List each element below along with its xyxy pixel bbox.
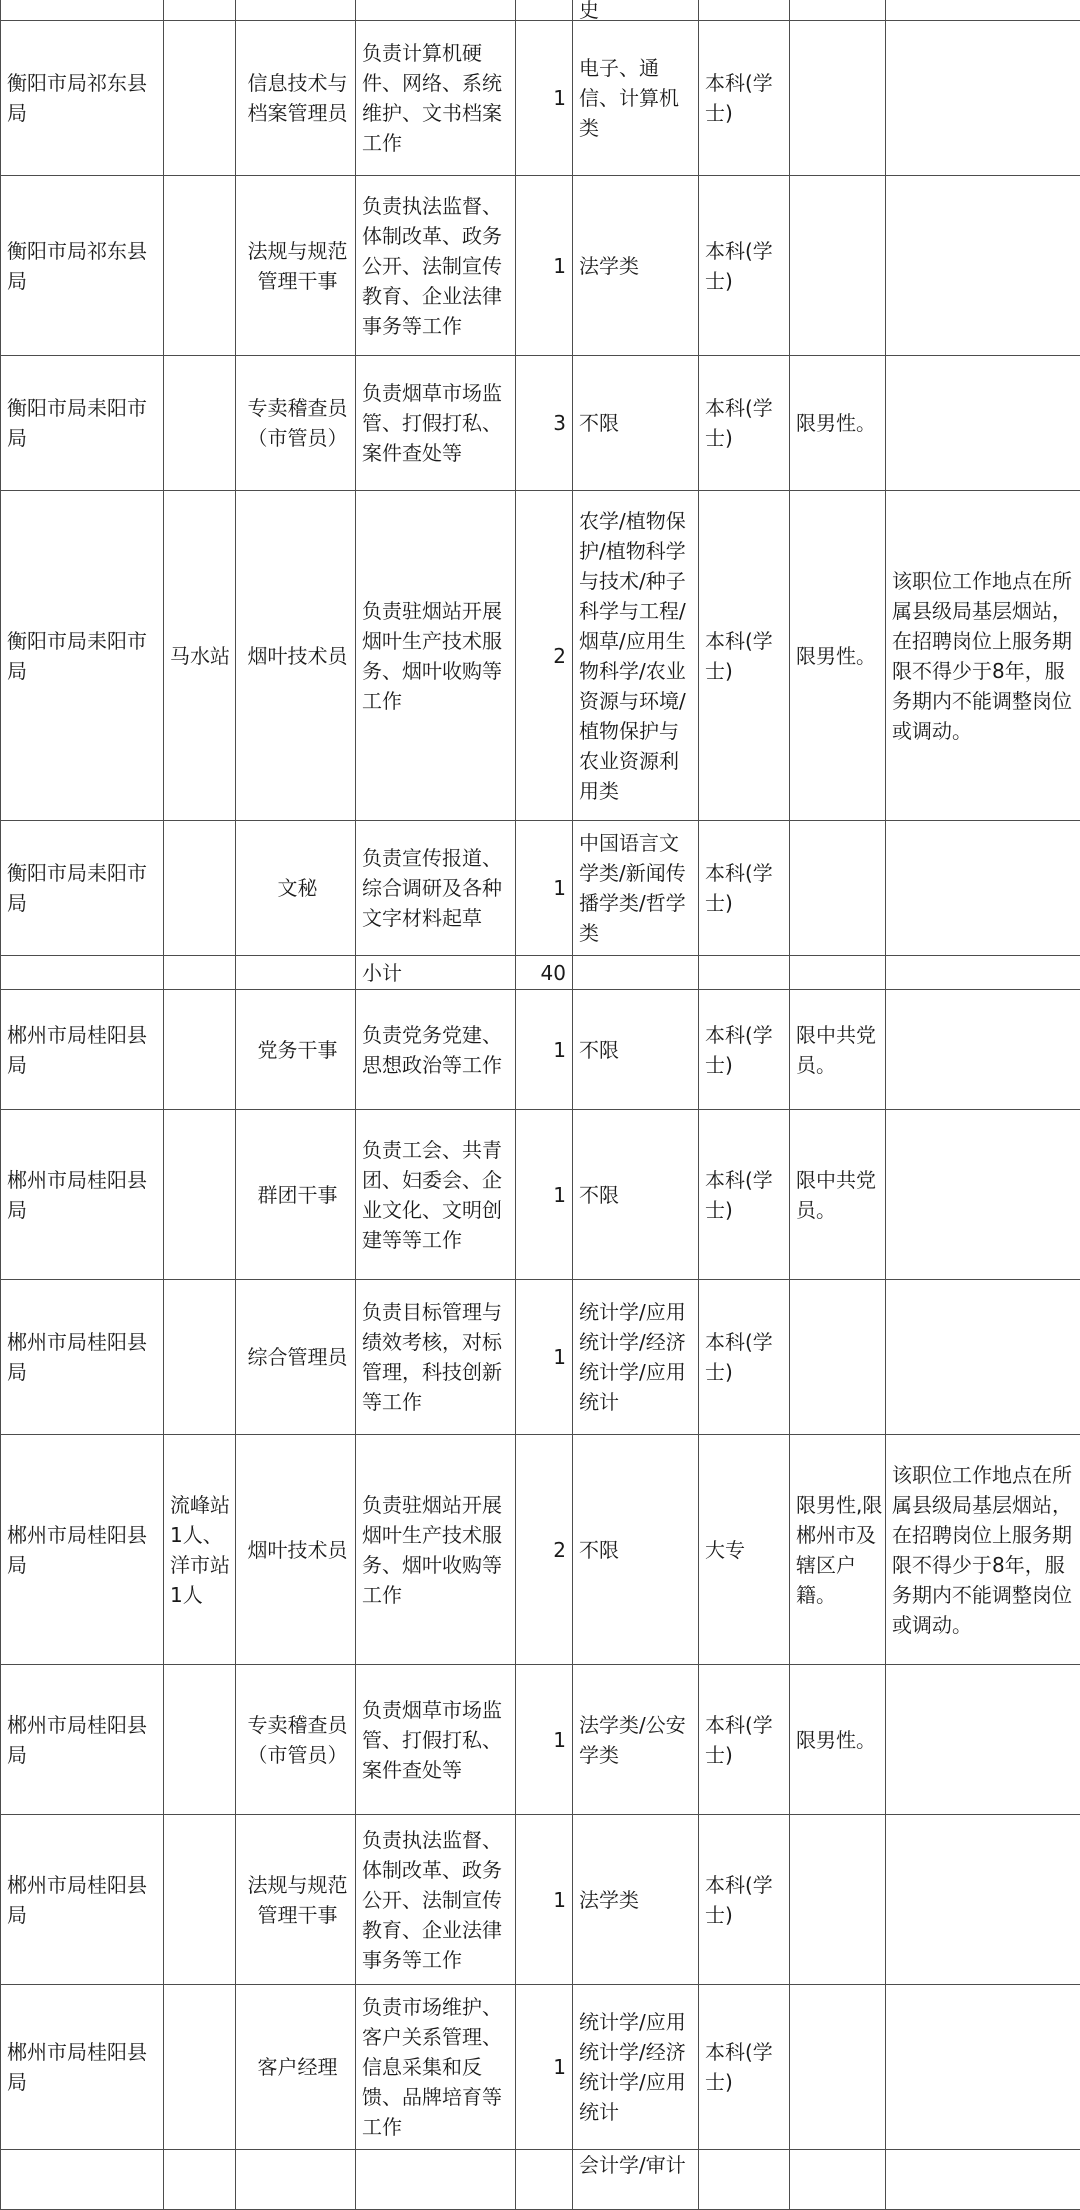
site-cell — [164, 1280, 236, 1435]
major-cell: 不限 — [573, 356, 699, 491]
position-cell: 法规与规范管理干事 — [236, 1815, 356, 1985]
major-cell: 法学类 — [573, 1815, 699, 1985]
table-row — [1, 1985, 1080, 2150]
education-cell: 本科(学士) — [699, 176, 790, 356]
education-cell: 本科(学士) — [699, 1665, 790, 1815]
duty-cell: 负责驻烟站开展烟叶生产技术服务、烟叶收购等工作 — [356, 1435, 516, 1665]
major-cell: 史 — [573, 0, 699, 21]
requirement-cell — [790, 1815, 886, 1985]
duty-cell: 负责执法监督、体制改革、政务公开、法制宣传教育、企业法律事务等工作 — [356, 1815, 516, 1985]
note-cell — [886, 1815, 1080, 1985]
unit-cell: 衡阳市局祁东县局 — [1, 21, 164, 176]
table-row — [1, 990, 1080, 1110]
unit-cell: 郴州市局桂阳县局 — [1, 1110, 164, 1280]
requirement-cell — [790, 821, 886, 956]
site-cell — [164, 176, 236, 356]
note-cell — [886, 1985, 1080, 2150]
major-cell: 不限 — [573, 1435, 699, 1665]
duty-cell: 负责执法监督、体制改革、政务公开、法制宣传教育、企业法律事务等工作 — [356, 176, 516, 356]
table-row — [1, 356, 1080, 491]
note-cell: 该职位工作地点在所属县级局基层烟站，在招聘岗位上服务期限不得少于8年，服务期内不能调整岗位或调动。 — [886, 491, 1080, 821]
education-cell: 本科(学士) — [699, 1110, 790, 1280]
table-row — [1, 491, 1080, 821]
site-cell — [164, 1985, 236, 2150]
major-cell: 不限 — [573, 1110, 699, 1280]
position-cell: 专卖稽查员（市管员） — [236, 1665, 356, 1815]
count-cell: 1 — [516, 1665, 573, 1815]
site-cell: 流峰站1人、洋市站1人 — [164, 1435, 236, 1665]
count-cell: 1 — [516, 1280, 573, 1435]
position-cell: 烟叶技术员 — [236, 491, 356, 821]
note-cell — [886, 990, 1080, 1110]
unit-cell: 衡阳市局耒阳市局 — [1, 356, 164, 491]
unit-cell: 衡阳市局耒阳市局 — [1, 821, 164, 956]
table-row-cut-bottom — [1, 2150, 1080, 2210]
education-cell: 本科(学士) — [699, 1985, 790, 2150]
requirement-cell — [790, 1280, 886, 1435]
duty-cell: 负责目标管理与绩效考核，对标管理，科技创新等工作 — [356, 1280, 516, 1435]
table-row — [1, 1815, 1080, 1985]
unit-cell: 郴州市局桂阳县局 — [1, 1815, 164, 1985]
position-cell: 烟叶技术员 — [236, 1435, 356, 1665]
unit-cell: 郴州市局桂阳县局 — [1, 1280, 164, 1435]
duty-cell: 负责党务党建、思想政治等工作 — [356, 990, 516, 1110]
site-cell — [164, 821, 236, 956]
position-cell: 客户经理 — [236, 1985, 356, 2150]
education-cell: 本科(学士) — [699, 21, 790, 176]
requirement-cell: 限男性。 — [790, 1665, 886, 1815]
site-cell — [164, 990, 236, 1110]
subtotal-label: 小计 — [356, 956, 516, 990]
note-cell — [886, 1110, 1080, 1280]
table-row — [1, 821, 1080, 956]
education-cell: 本科(学士) — [699, 821, 790, 956]
position-cell: 信息技术与档案管理员 — [236, 21, 356, 176]
unit-cell: 郴州市局桂阳县局 — [1, 1665, 164, 1815]
major-cell: 农学/植物保护/植物科学与技术/种子科学与工程/烟草/应用生物科学/农业资源与环境/植物保护与农业资源利用类 — [573, 491, 699, 821]
unit-cell: 郴州市局桂阳县局 — [1, 1435, 164, 1665]
count-cell: 1 — [516, 821, 573, 956]
education-cell: 本科(学士) — [699, 990, 790, 1110]
count-cell: 1 — [516, 1985, 573, 2150]
major-cell: 中国语言文学类/新闻传播学类/哲学类 — [573, 821, 699, 956]
duty-cell: 负责烟草市场监管、打假打私、案件查处等 — [356, 1665, 516, 1815]
major-cell: 电子、通信、计算机类 — [573, 21, 699, 176]
count-cell: 2 — [516, 1435, 573, 1665]
table-row — [1, 1110, 1080, 1280]
duty-cell: 负责计算机硬件、网络、系统维护、文书档案工作 — [356, 21, 516, 176]
site-cell — [164, 21, 236, 176]
table-row — [1, 1665, 1080, 1815]
major-cell: 会计学/审计 — [573, 2150, 699, 2210]
requirement-cell — [790, 176, 886, 356]
note-cell — [886, 1280, 1080, 1435]
position-cell: 法规与规范管理干事 — [236, 176, 356, 356]
position-cell: 综合管理员 — [236, 1280, 356, 1435]
site-cell: 马水站 — [164, 491, 236, 821]
count-cell: 3 — [516, 356, 573, 491]
requirement-cell: 限中共党员。 — [790, 990, 886, 1110]
duty-cell: 负责工会、共青团、妇委会、企业文化、文明创建等等工作 — [356, 1110, 516, 1280]
count-cell: 1 — [516, 1110, 573, 1280]
requirement-cell: 限男性。 — [790, 491, 886, 821]
unit-cell: 衡阳市局祁东县局 — [1, 176, 164, 356]
count-cell: 1 — [516, 21, 573, 176]
note-cell — [886, 356, 1080, 491]
table-row — [1, 1435, 1080, 1665]
requirement-cell: 限男性,限郴州市及辖区户籍。 — [790, 1435, 886, 1665]
requirement-cell: 限中共党员。 — [790, 1110, 886, 1280]
count-cell: 1 — [516, 990, 573, 1110]
table-row-cut-top — [1, 0, 1080, 21]
education-cell: 本科(学士) — [699, 356, 790, 491]
major-cell: 不限 — [573, 990, 699, 1110]
unit-cell: 衡阳市局耒阳市局 — [1, 491, 164, 821]
duty-cell: 负责市场维护、客户关系管理、信息采集和反馈、品牌培育等工作 — [356, 1985, 516, 2150]
position-cell: 专卖稽查员（市管员） — [236, 356, 356, 491]
table-row — [1, 176, 1080, 356]
duty-cell: 负责烟草市场监管、打假打私、案件查处等 — [356, 356, 516, 491]
education-cell: 本科(学士) — [699, 491, 790, 821]
unit-cell: 郴州市局桂阳县局 — [1, 990, 164, 1110]
count-cell: 1 — [516, 176, 573, 356]
note-cell — [886, 21, 1080, 176]
table-row — [1, 21, 1080, 176]
subtotal-value: 40 — [516, 956, 573, 990]
requirement-cell: 限男性。 — [790, 356, 886, 491]
site-cell — [164, 356, 236, 491]
education-cell: 本科(学士) — [699, 1280, 790, 1435]
education-cell: 本科(学士) — [699, 1815, 790, 1985]
site-cell — [164, 1815, 236, 1985]
duty-cell: 负责驻烟站开展烟叶生产技术服务、烟叶收购等工作 — [356, 491, 516, 821]
position-cell: 群团干事 — [236, 1110, 356, 1280]
education-cell: 大专 — [699, 1435, 790, 1665]
count-cell: 1 — [516, 1815, 573, 1985]
major-cell: 统计学/应用统计学/经济统计学/应用统计 — [573, 1280, 699, 1435]
major-cell: 法学类/公安学类 — [573, 1665, 699, 1815]
note-cell: 该职位工作地点在所属县级局基层烟站，在招聘岗位上服务期限不得少于8年，服务期内不能调整岗位或调动。 — [886, 1435, 1080, 1665]
unit-cell: 郴州市局桂阳县局 — [1, 1985, 164, 2150]
position-cell: 党务干事 — [236, 990, 356, 1110]
site-cell — [164, 1665, 236, 1815]
note-cell — [886, 1665, 1080, 1815]
duty-cell: 负责宣传报道、综合调研及各种文字材料起草 — [356, 821, 516, 956]
major-cell: 统计学/应用统计学/经济统计学/应用统计 — [573, 1985, 699, 2150]
site-cell — [164, 1110, 236, 1280]
note-cell — [886, 176, 1080, 356]
count-cell: 2 — [516, 491, 573, 821]
requirement-cell — [790, 21, 886, 176]
note-cell — [886, 821, 1080, 956]
table-row-subtotal — [1, 956, 1080, 990]
major-cell: 法学类 — [573, 176, 699, 356]
requirement-cell — [790, 1985, 886, 2150]
table-row — [1, 1280, 1080, 1435]
position-cell: 文秘 — [236, 821, 356, 956]
